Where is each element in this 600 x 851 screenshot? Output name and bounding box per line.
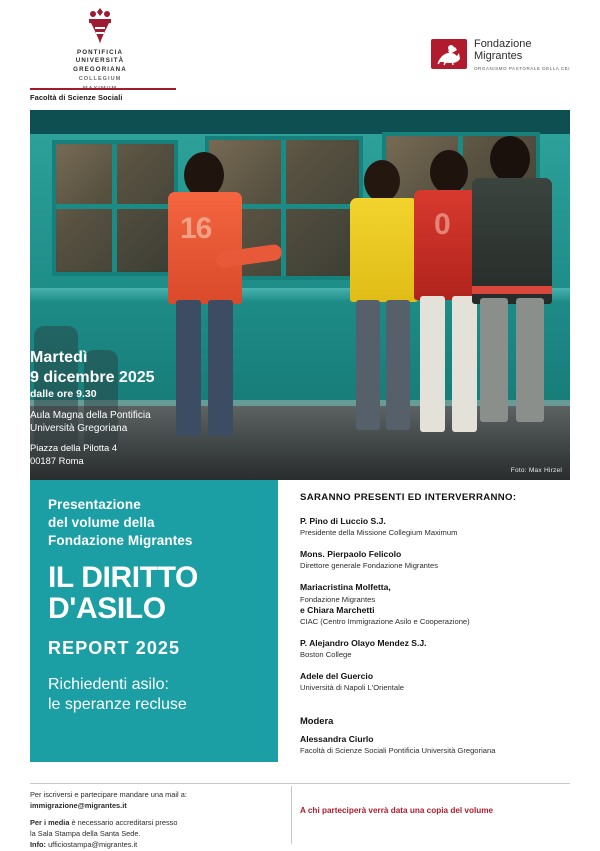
moderator-heading: Modera [300, 715, 334, 727]
speaker-item [300, 671, 572, 693]
book-subtitle-line-2: le speranze recluse [48, 695, 187, 713]
migrantes-name-line1: Fondazione [473, 38, 532, 50]
speaker-item [300, 638, 572, 660]
university-logo-text [30, 49, 170, 93]
migrantes-name-line2: Migrantes [473, 50, 523, 63]
gregorian-university-logo [30, 6, 170, 93]
event-time: dalle ore 9.30 [30, 388, 97, 401]
speaker-item [300, 582, 572, 626]
speaker-role: Direttore generale Fondazione Migrantes [300, 561, 439, 571]
logo-line-3: GREGORIANA [73, 65, 127, 73]
presentation-line-2: del volume della [48, 514, 155, 530]
event-date: 9 dicembre 2025 [30, 368, 155, 386]
footer-info-label: Info: [30, 839, 47, 849]
photo-credit: Foto: Max Hirzel [510, 467, 562, 474]
fondazione-migrantes-logo [431, 38, 570, 71]
report-label: REPORT 2025 [48, 637, 181, 658]
speaker-role: Università di Napoli L'Orientale [300, 683, 405, 693]
logo-line-2: UNIVERSITÀ [75, 57, 125, 65]
presentation-label [48, 496, 260, 549]
footer-media-label: Per i media [30, 818, 70, 828]
title-panel [30, 480, 278, 762]
address-line-1: Piazza della Pilotta 4 [30, 441, 118, 453]
footer-signup-line: Per iscriversi e partecipare mandare una mail a: [30, 790, 187, 799]
presentation-line-3: Fondazione Migrantes [48, 532, 193, 548]
speakers-heading: SARANNO PRESENTI ED INTERVERRANNO: [300, 492, 517, 503]
speakers-section [300, 492, 572, 767]
speaker-role: Boston College [300, 649, 352, 659]
papal-crest-icon [83, 6, 117, 46]
book-title-line-2: D'ASILO [48, 592, 166, 626]
photo-figure-dark [466, 136, 562, 448]
horse-rider-icon [431, 39, 467, 69]
footer-vertical-divider [291, 786, 292, 844]
logo-line-5: MAXIMUM [82, 85, 118, 92]
event-venue [30, 409, 245, 436]
speaker-item [300, 516, 572, 538]
speaker-name: P. Pino di Luccio S.J. [300, 516, 386, 526]
photo-figure-orange: 16 [158, 152, 254, 452]
photo-figure-red: 0 [404, 150, 496, 450]
footer-registration-info [30, 790, 280, 851]
book-subtitle-line-1: Richiedenti asilo: [48, 675, 169, 693]
moderator-name: Alessandra Ciurlo [300, 734, 374, 745]
book-subtitle [48, 675, 260, 715]
footer-info-email[interactable]: ufficiostampa@migrantes.it [46, 839, 138, 849]
speaker-role: CIAC (Centro Immigrazione Asilo e Cooperazione) [300, 616, 470, 626]
speaker-name: Mons. Pierpaolo Felicolo [300, 549, 402, 560]
logo-line-4: COLLEGIUM [78, 76, 122, 83]
event-date-block [30, 348, 245, 467]
footer-email[interactable]: immigrazione@migrantes.it [30, 800, 127, 810]
footer-book-copy-note: A chi parteciperà verrà data una copia del volume [300, 806, 494, 815]
logo-line-1: PONTIFICIA [76, 49, 124, 56]
faculty-label: Facoltà di Scienze Sociali [30, 93, 123, 102]
presentation-line-1: Presentazione [48, 497, 141, 512]
footer-divider [30, 783, 570, 784]
speaker-name: Mariacristina Molfetta, [300, 582, 391, 593]
photo-wall-top [30, 110, 570, 134]
speaker-name: P. Alejandro Olayo Mendez S.J. [300, 637, 427, 648]
footer-media-line-2: la Sala Stampa della Santa Sede. [30, 829, 141, 839]
venue-line-1: Aula Magna della Pontificia [30, 409, 151, 421]
book-title-line-1: IL DIRITTO [48, 561, 198, 595]
venue-line-2: Università Gregoriana [30, 423, 128, 435]
moderator-role: Facoltà di Scienze Sociali Pontificia Università Gregoriana [300, 746, 496, 756]
book-title [48, 563, 260, 624]
address-line-2: 00187 Roma [30, 454, 84, 466]
migrantes-logo-text [474, 38, 570, 71]
speaker-name-secondary: e Chiara Marchetti [300, 604, 375, 615]
faculty-divider [30, 85, 176, 102]
speaker-role: Presidente della Missione Collegium Maximum [300, 528, 458, 538]
moderator-item [300, 734, 572, 756]
footer-media-rest: è necessario accreditarsi presso [69, 818, 178, 828]
poster-header [0, 0, 600, 110]
event-address [30, 442, 245, 468]
migrantes-subtitle: ORGANISMO PASTORALE DELLA CEI [473, 65, 570, 71]
event-day: Martedì [30, 349, 88, 366]
speaker-role-top: Fondazione Migrantes [300, 594, 376, 604]
speaker-name: Adele del Guercio [300, 670, 374, 681]
speaker-item [300, 549, 572, 571]
